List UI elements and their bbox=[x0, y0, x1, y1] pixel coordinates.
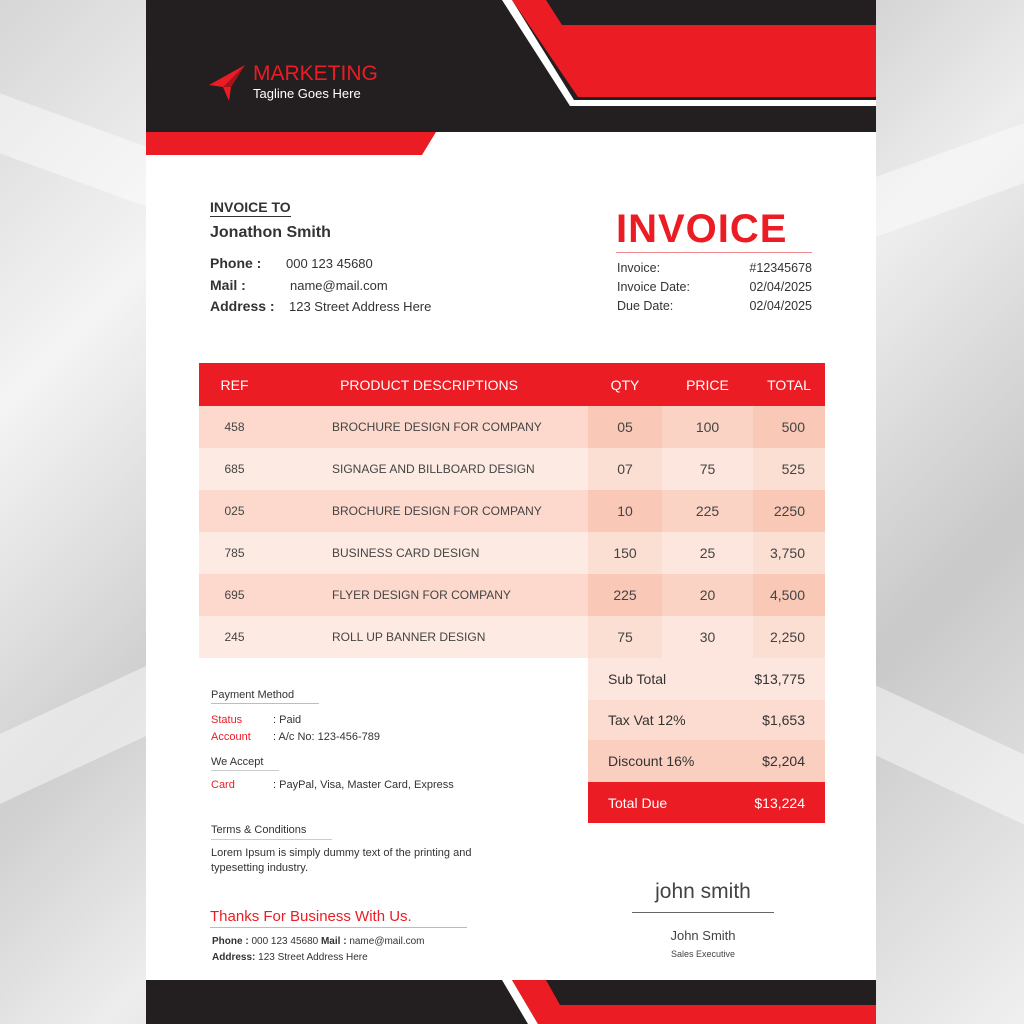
footer-address-label: Address: bbox=[212, 952, 256, 963]
footer-phone-label: Phone : bbox=[212, 936, 249, 947]
summary-label: Tax Vat 12% bbox=[608, 712, 686, 728]
signer-name: John Smith bbox=[670, 928, 736, 943]
description-cell: BROCHURE DESIGN FOR COMPANY bbox=[270, 406, 588, 448]
footer-banner bbox=[146, 980, 876, 1024]
we-accept-heading: We Accept bbox=[211, 756, 279, 771]
paper-plane-icon bbox=[209, 65, 247, 101]
total-cell: 4,500 bbox=[753, 574, 825, 616]
total-due-row bbox=[588, 782, 825, 823]
table-row bbox=[199, 406, 825, 448]
description-cell: SIGNAGE AND BILLBOARD DESIGN bbox=[270, 448, 588, 490]
summary-label: Sub Total bbox=[608, 671, 667, 687]
col-total: TOTAL bbox=[767, 376, 811, 393]
meta-value: 02/04/2025 bbox=[749, 280, 812, 294]
terms-heading: Terms & Conditions bbox=[211, 824, 332, 840]
table-row bbox=[199, 532, 825, 574]
qty-cell: 150 bbox=[588, 532, 662, 574]
price-cell: 25 bbox=[699, 545, 716, 561]
card-label: Card bbox=[211, 779, 235, 791]
invoice-page bbox=[146, 0, 876, 1024]
signature-script: john smith bbox=[632, 880, 774, 913]
thanks-message: Thanks For Business With Us. bbox=[210, 908, 467, 928]
brand-name: MARKETING bbox=[253, 62, 378, 85]
total-cell: 2,250 bbox=[753, 616, 825, 658]
invoice-to-heading: INVOICE TO bbox=[210, 199, 291, 215]
summary-value: $1,653 bbox=[762, 712, 805, 728]
ref-cell: 695 bbox=[199, 574, 270, 616]
status-label: Status bbox=[211, 714, 243, 726]
discount-row bbox=[588, 740, 825, 782]
payment-details bbox=[211, 712, 380, 746]
background-ray bbox=[0, 93, 146, 206]
meta-label: Invoice: bbox=[617, 261, 661, 275]
ref-cell: 685 bbox=[199, 448, 270, 490]
summary-label: Discount 16% bbox=[608, 753, 695, 769]
client-contact bbox=[210, 253, 431, 318]
price-cell: 75 bbox=[699, 461, 716, 477]
footer-mail: name@mail.com bbox=[349, 936, 425, 947]
signer-title: Sales Executive bbox=[670, 949, 736, 959]
col-ref: REF bbox=[220, 376, 249, 393]
card-row bbox=[211, 779, 454, 791]
meta-label: Invoice Date: bbox=[617, 280, 690, 294]
payment-heading: Payment Method bbox=[211, 689, 319, 704]
total-cell: 3,750 bbox=[753, 532, 825, 574]
table-row bbox=[199, 490, 825, 532]
brand-tagline: Tagline Goes Here bbox=[253, 86, 361, 101]
background-ray bbox=[876, 685, 1024, 824]
col-qty: QTY bbox=[610, 376, 640, 393]
client-mail: name@mail.com bbox=[290, 277, 388, 293]
invoice-title: INVOICE bbox=[616, 206, 812, 253]
ref-cell: 785 bbox=[199, 532, 270, 574]
ref-cell: 245 bbox=[199, 616, 270, 658]
description-cell: FLYER DESIGN FOR COMPANY bbox=[270, 574, 588, 616]
summary-label: Total Due bbox=[608, 794, 668, 811]
account-label: Account bbox=[211, 731, 251, 743]
price-cell: 30 bbox=[699, 629, 716, 645]
qty-cell: 75 bbox=[588, 616, 662, 658]
description-cell: ROLL UP BANNER DESIGN bbox=[270, 616, 588, 658]
address-label: Address : bbox=[210, 298, 275, 314]
meta-value: 02/04/2025 bbox=[749, 299, 812, 313]
description-cell: BROCHURE DESIGN FOR COMPANY bbox=[270, 490, 588, 532]
mail-label: Mail : bbox=[210, 276, 246, 293]
total-cell: 2250 bbox=[753, 490, 825, 532]
background-ray bbox=[0, 666, 146, 804]
qty-cell: 05 bbox=[588, 406, 662, 448]
summary-value: $13,224 bbox=[754, 794, 805, 811]
ref-cell: 025 bbox=[199, 490, 270, 532]
client-address: 123 Street Address Here bbox=[289, 299, 432, 314]
summary-value: $2,204 bbox=[762, 753, 805, 769]
meta-label: Due Date: bbox=[617, 299, 674, 313]
qty-cell: 07 bbox=[588, 448, 662, 490]
status-value: : Paid bbox=[273, 714, 302, 726]
price-cell: 225 bbox=[695, 503, 720, 519]
table-header bbox=[199, 363, 825, 406]
invoice-meta bbox=[617, 259, 812, 316]
account-value: : A/c No: 123-456-789 bbox=[273, 731, 381, 743]
footer-contact bbox=[212, 934, 424, 966]
client-phone: 000 123 45680 bbox=[286, 256, 373, 271]
client-name: Jonathon Smith bbox=[210, 224, 331, 241]
price-cell: 20 bbox=[699, 587, 716, 603]
price-cell: 100 bbox=[695, 419, 720, 435]
qty-cell: 225 bbox=[588, 574, 662, 616]
meta-value: #12345678 bbox=[749, 261, 812, 275]
table-row bbox=[199, 574, 825, 616]
footer-phone: 000 123 45680 bbox=[251, 936, 319, 947]
qty-cell: 10 bbox=[588, 490, 662, 532]
col-description: PRODUCT DESCRIPTIONS bbox=[340, 376, 518, 393]
footer-address: 123 Street Address Here bbox=[258, 952, 368, 963]
terms-text: Lorem Ipsum is simply dummy text of the printing and typesetting industry. bbox=[211, 847, 472, 874]
footer-mail-label: Mail : bbox=[320, 936, 347, 947]
background-ray bbox=[876, 123, 1024, 237]
total-cell: 500 bbox=[753, 406, 825, 448]
col-price: PRICE bbox=[686, 376, 729, 393]
ref-cell: 458 bbox=[199, 406, 270, 448]
brand-logo bbox=[209, 64, 378, 101]
card-value: : PayPal, Visa, Master Card, Express bbox=[273, 779, 454, 791]
items-table bbox=[199, 363, 825, 658]
table-row bbox=[199, 616, 825, 658]
table-row bbox=[199, 448, 825, 490]
total-cell: 525 bbox=[753, 448, 825, 490]
phone-label: Phone : bbox=[210, 255, 262, 271]
subtotal-row bbox=[588, 658, 825, 700]
description-cell: BUSINESS CARD DESIGN bbox=[270, 532, 588, 574]
summary-value: $13,775 bbox=[754, 671, 805, 687]
tax-row bbox=[588, 700, 825, 740]
